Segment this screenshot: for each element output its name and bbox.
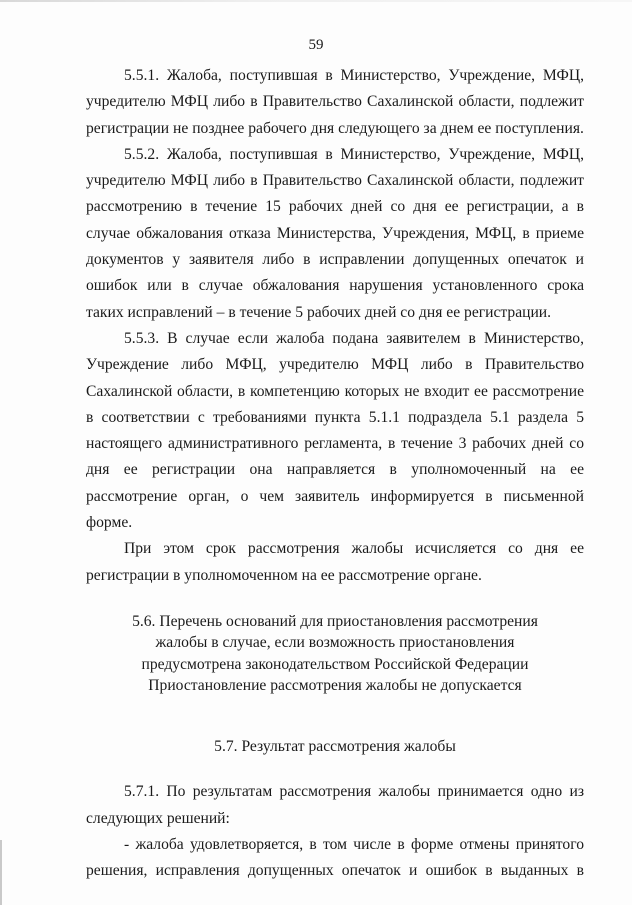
heading-5-6-line-4: Приостановление рассмотрения жалобы не допускается — [148, 677, 522, 695]
paragraph-review-period: При этом срок рассмотрения жалобы исчисляется со дня ее регистрации в уполномоченном на ее рассмотрение органе. — [86, 540, 584, 584]
section-heading-5-6 — [86, 611, 584, 697]
heading-5-6-line-2: жалобы в случае, если возможность приостановления — [155, 634, 515, 652]
scan-edge-left — [0, 840, 2, 905]
document-body — [86, 63, 584, 885]
section-heading-5-7: 5.7. Результат рассмотрения жалобы — [214, 737, 456, 755]
paragraph-5-7-1: 5.7.1. По результатам рассмотрения жалобы принимается одно из следующих решений: — [86, 783, 584, 827]
paragraph-decision-granted: - жалоба удовлетворяется, в том числе в форме отмены принятого решения, исправления допущенных опечаток и ошибок в выданных в — [86, 836, 584, 880]
paragraph-5-5-3: 5.5.3. В случае если жалоба подана заявителем в Министерство, Учреждение либо МФЦ, учредителю МФЦ либо в Правительство Сахалинской области, в компетенцию которых не входит ее рассмотрение в соответствии с требованиями пункта 5.1.1 подраздела 5.1 раздела 5 настоящего административного регламента, в течение 3 рабочих дней со дня ее регистрации она направляется в уполномоченный на ее рассмотрение орган, о чем заявитель информируется в письменной форме. — [86, 329, 584, 532]
heading-5-6-line-3: предусмотрена законодательством Российской Федерации — [141, 655, 529, 673]
page-number: 59 — [308, 37, 324, 53]
paragraph-5-5-1: 5.5.1. Жалоба, поступившая в Министерство, Учреждение, МФЦ, учредителю МФЦ либо в Правительство Сахалинской области, подлежит регистрации не позднее рабочего дня следующего за днем ее поступления. — [86, 67, 584, 137]
scan-edge-top — [0, 0, 632, 2]
heading-5-6-line-1: 5.6. Перечень оснований для приостановления рассмотрения — [132, 612, 538, 630]
paragraph-5-5-2: 5.5.2. Жалоба, поступившая в Министерство, Учреждение, МФЦ, учредителю МФЦ либо в Правительство Сахалинской области, подлежит рассмотрению в течение 15 рабочих дней со дня ее регистрации, а в случае обжалования отказа Министерства, Учреждения, МФЦ, в приеме документов у заявителя либо в исправлении допущенных опечаток и ошибок или в случае обжалования нарушения установленного срока таких исправлений – в течение 5 рабочих дней со дня ее регистрации. — [86, 145, 584, 321]
